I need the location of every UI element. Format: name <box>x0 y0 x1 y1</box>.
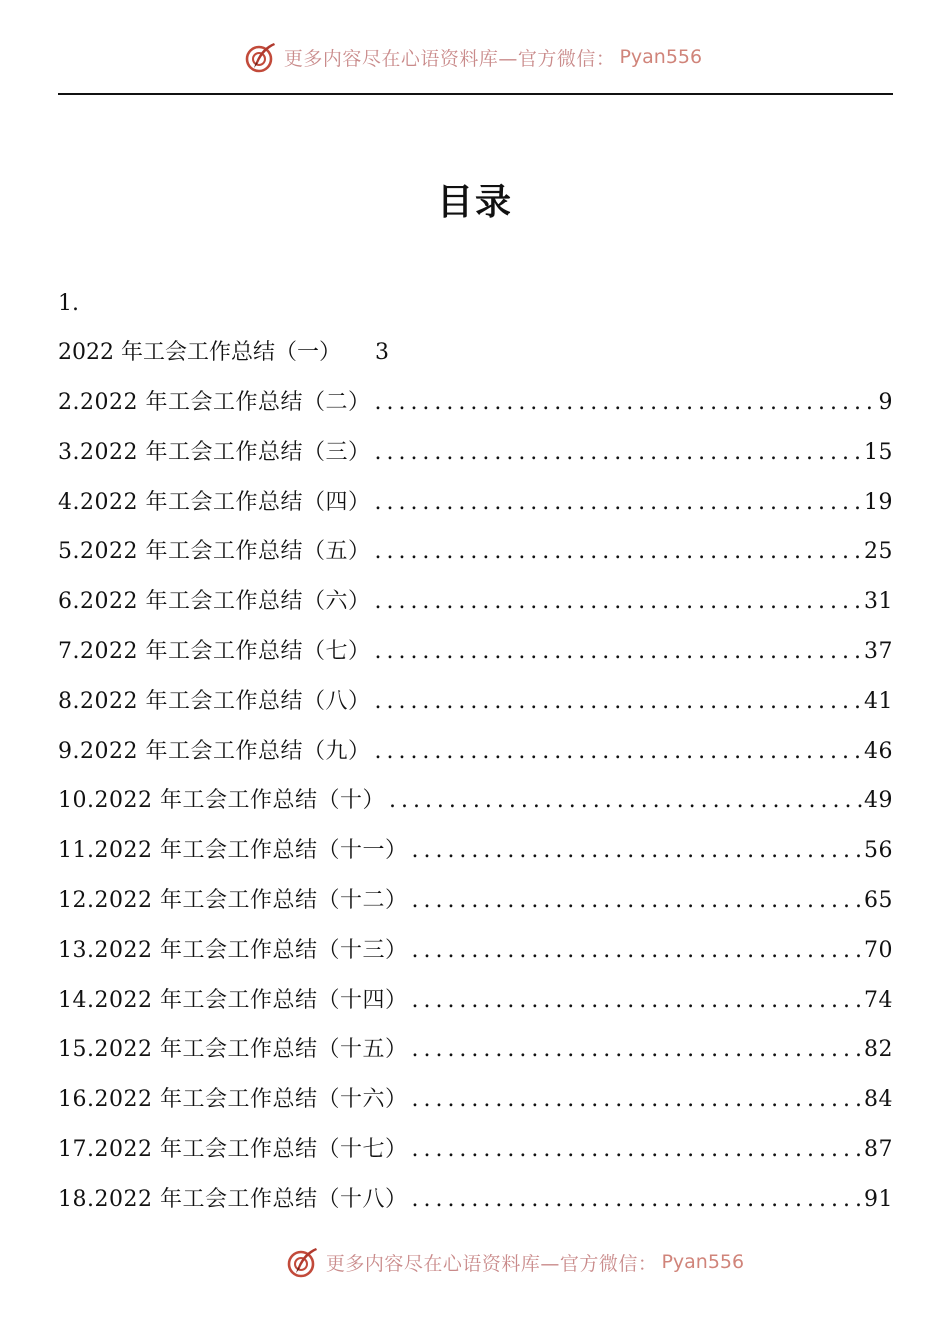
toc-entry-12[interactable] <box>58 886 893 936</box>
toc-entry-label: 10.2022 年工会工作总结（十） <box>58 788 385 814</box>
dot-leader <box>411 936 862 966</box>
toc-entry-page: 82 <box>864 1037 893 1063</box>
dot-leader <box>374 687 862 717</box>
toc-entry-16[interactable] <box>58 1085 893 1135</box>
footer-promo-text: 更多内容尽在心语资料库— <box>325 1252 560 1275</box>
header-wechat-label: 官方微信： <box>517 47 616 70</box>
toc-entry-page: 41 <box>864 688 893 714</box>
toc-entry-4[interactable] <box>58 488 893 538</box>
toc-entry-15[interactable] <box>58 1035 893 1085</box>
dot-leader <box>374 537 862 567</box>
toc-entry-page: 3 <box>374 340 389 365</box>
page-title: 目录 <box>436 181 513 223</box>
dot-leader <box>374 587 862 617</box>
toc-entry-label: 2.2022 年工会工作总结（二） <box>58 390 371 415</box>
dot-leader <box>411 1185 862 1215</box>
header-banner <box>0 40 948 74</box>
dot-leader <box>411 1135 862 1165</box>
toc-entry-17[interactable] <box>58 1135 893 1185</box>
toc-entry-page: 74 <box>864 987 893 1013</box>
toc-entry-label: 13.2022 年工会工作总结（十三） <box>58 937 408 963</box>
dot-leader <box>374 737 862 767</box>
dot-leader <box>374 637 862 667</box>
toc-entry-label: 15.2022 年工会工作总结（十五） <box>58 1037 408 1063</box>
toc-entry-label: 7.2022 年工会工作总结（七） <box>58 638 371 664</box>
quill-logo-icon <box>286 1245 320 1279</box>
dot-leader <box>374 488 862 518</box>
toc-entry-11[interactable] <box>58 836 893 886</box>
toc-entry-page: 46 <box>864 738 893 764</box>
toc-entry-page: 19 <box>864 489 893 515</box>
toc-entry-label: 17.2022 年工会工作总结（十七） <box>58 1136 408 1162</box>
toc-entry-6[interactable] <box>58 587 893 637</box>
toc-entry-page: 84 <box>864 1087 893 1113</box>
toc-entry-page: 87 <box>864 1136 893 1162</box>
footer-wechat-id: Pyan556 <box>661 1251 745 1273</box>
toc-entry-page: 31 <box>864 589 893 615</box>
toc-entry-1-number: 1. <box>58 291 79 316</box>
toc-entry-label: 5.2022 年工会工作总结（五） <box>58 539 371 565</box>
toc-entry-label: 2022 年工会工作总结（一） <box>58 340 341 365</box>
toc-entry-label: 3.2022 年工会工作总结（三） <box>58 439 371 465</box>
dot-leader <box>411 886 862 916</box>
toc-entry-label: 4.2022 年工会工作总结（四） <box>58 489 371 515</box>
toc-entry-label: 16.2022 年工会工作总结（十六） <box>58 1087 408 1113</box>
toc-entry-label: 18.2022 年工会工作总结（十八） <box>58 1186 408 1212</box>
toc-entry-5[interactable] <box>58 537 893 587</box>
toc-entry-page: 15 <box>864 439 893 465</box>
toc-entry-page: 91 <box>864 1186 893 1212</box>
header-divider <box>58 93 893 95</box>
toc-entry-label: 8.2022 年工会工作总结（八） <box>58 688 371 714</box>
dot-leader <box>411 1085 862 1115</box>
toc-entry-18[interactable] <box>58 1185 893 1235</box>
toc-entry-10[interactable] <box>58 786 893 836</box>
toc-entry-2[interactable] <box>58 388 893 438</box>
toc-entry-page: 49 <box>864 788 893 814</box>
footer-wechat-label: 官方微信： <box>559 1252 658 1275</box>
quill-logo-icon <box>244 40 278 74</box>
toc-entry-page: 65 <box>864 887 893 913</box>
dot-leader <box>374 388 876 418</box>
dot-leader <box>374 438 862 468</box>
toc-entry-8[interactable] <box>58 687 893 737</box>
dot-leader <box>411 986 862 1016</box>
dot-leader <box>411 836 862 866</box>
dot-leader <box>389 786 862 816</box>
header-wechat-id: Pyan556 <box>619 46 703 68</box>
toc-entry-label: 6.2022 年工会工作总结（六） <box>58 589 371 615</box>
toc-entry-label: 14.2022 年工会工作总结（十四） <box>58 987 408 1013</box>
toc-entry-page: 25 <box>864 539 893 565</box>
toc-entry-page: 56 <box>864 838 893 864</box>
toc-entry-3[interactable] <box>58 438 893 488</box>
toc-entry-label: 11.2022 年工会工作总结（十一） <box>58 838 408 864</box>
toc-entry-9[interactable] <box>58 737 893 787</box>
toc-entry-14[interactable] <box>58 986 893 1036</box>
toc-entry-7[interactable] <box>58 637 893 687</box>
toc-entry-page: 37 <box>864 638 893 664</box>
toc-entry-label: 12.2022 年工会工作总结（十二） <box>58 887 408 913</box>
toc-entry-page: 9 <box>878 390 893 415</box>
header-promo-text: 更多内容尽在心语资料库— <box>283 47 518 70</box>
toc-entry-page: 70 <box>864 937 893 963</box>
toc-entry-13[interactable] <box>58 936 893 986</box>
table-of-contents <box>58 388 893 1235</box>
dot-leader <box>411 1035 862 1065</box>
toc-entry-label: 9.2022 年工会工作总结（九） <box>58 738 371 764</box>
footer-banner <box>40 1245 950 1279</box>
toc-entry-1[interactable] <box>58 338 389 368</box>
